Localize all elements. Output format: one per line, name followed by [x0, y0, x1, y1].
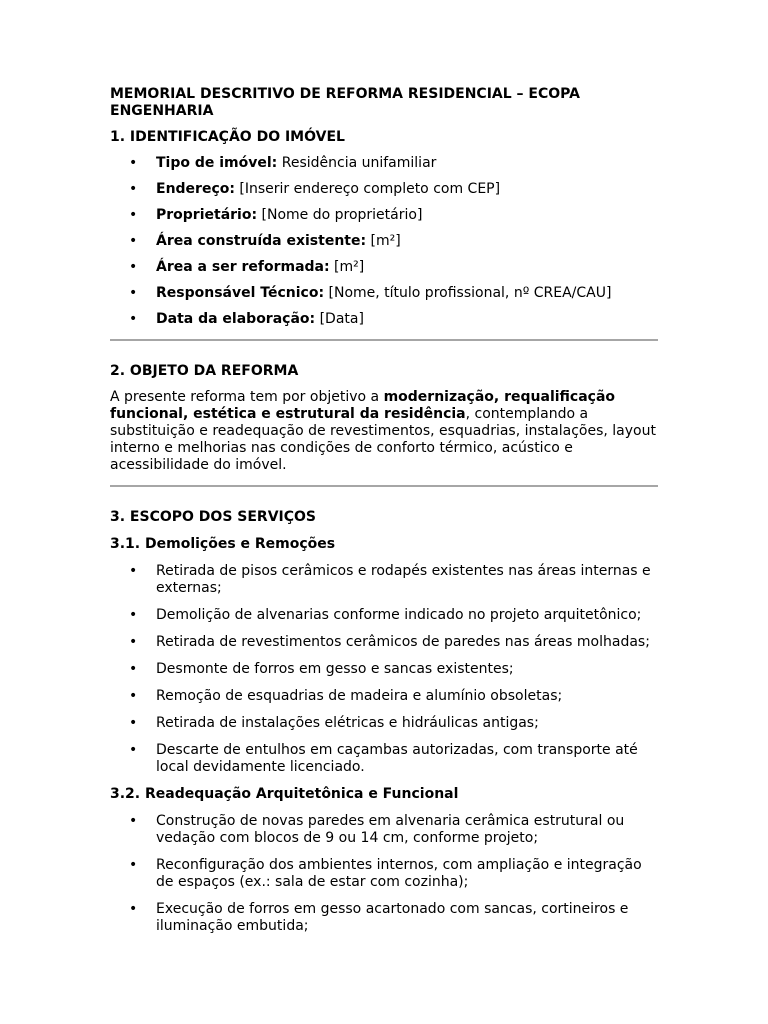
item-value: [Data] [315, 311, 364, 327]
list-item [110, 634, 658, 651]
bullet-icon: • [129, 563, 138, 579]
section-divider [110, 485, 658, 487]
item-text: Retirada de pisos cerâmicos e rodapés existentes nas áreas internas e externas; [156, 563, 651, 596]
section-2-heading: 2. OBJETO DA REFORMA [110, 363, 299, 379]
item-value: [Nome do proprietário] [257, 207, 423, 223]
list-item [110, 813, 658, 847]
bullet-icon: • [129, 233, 138, 249]
list-item [110, 661, 658, 678]
bullet-icon: • [129, 607, 138, 623]
list-item [110, 715, 658, 732]
list-item [110, 155, 658, 172]
bullet-icon: • [129, 634, 138, 650]
item-text: Retirada de revestimentos cerâmicos de paredes nas áreas molhadas; [156, 634, 650, 650]
bullet-icon: • [129, 155, 138, 171]
section-3-heading: 3. ESCOPO DOS SERVIÇOS [110, 509, 317, 525]
item-value: Residência unifamiliar [277, 155, 437, 171]
identification-list [110, 155, 658, 328]
bullet-icon: • [129, 181, 138, 197]
item-text: Execução de forros em gesso acartonado com sancas, cortineiros e iluminação embutida; [156, 901, 629, 934]
item-label: Data da elaboração: [156, 311, 316, 327]
list-item [110, 207, 658, 224]
list-item [110, 259, 658, 276]
item-text: Remoção de esquadrias de madeira e alumínio obsoletas; [156, 688, 563, 704]
paragraph-text: A presente reforma tem por objetivo a [110, 389, 384, 405]
item-value: [Inserir endereço completo com CEP] [234, 181, 501, 197]
item-label: Tipo de imóvel: [156, 155, 278, 171]
item-text: Retirada de instalações elétricas e hidráulicas antigas; [156, 715, 539, 731]
list-item [110, 742, 658, 776]
demolition-list [110, 563, 658, 776]
list-item [110, 688, 658, 705]
paragraph-text: , contemplando a substituição e readequação de revestimentos, esquadrias, instalações, layout interno e melhorias nas condições de conforto térmico, acústico e acessibilidade do imóvel. [110, 406, 656, 473]
bullet-icon: • [129, 285, 138, 301]
item-value: [Nome, título profissional, nº CREA/CAU] [324, 285, 612, 301]
document-content [110, 86, 658, 935]
list-item [110, 901, 658, 935]
item-text: Reconfiguração dos ambientes internos, com ampliação e integração de espaços (ex.: sala de estar com cozinha); [156, 857, 642, 890]
item-value: [m²] [329, 259, 365, 275]
bullet-icon: • [129, 742, 138, 758]
list-item [110, 607, 658, 624]
bullet-icon: • [129, 311, 138, 327]
list-item [110, 181, 658, 198]
document-title: MEMORIAL DESCRITIVO DE REFORMA RESIDENCIAL – ECOPA ENGENHARIA [110, 86, 580, 119]
item-value: [m²] [366, 233, 401, 249]
section-divider [110, 339, 658, 341]
list-item [110, 857, 658, 891]
list-item [110, 233, 658, 250]
bullet-icon: • [129, 715, 138, 731]
item-text: Demolição de alvenarias conforme indicado no projeto arquitetônico; [156, 607, 642, 623]
item-text: Construção de novas paredes em alvenaria cerâmica estrutural ou vedação com blocos de 9 ou 14 cm, conforme projeto; [156, 813, 625, 846]
item-label: Responsável Técnico: [156, 285, 325, 301]
bullet-icon: • [129, 259, 138, 275]
objective-paragraph [110, 389, 658, 474]
item-label: Área a ser reformada: [156, 259, 330, 275]
list-item [110, 563, 658, 597]
bullet-icon: • [129, 813, 138, 829]
section-1-heading: 1. IDENTIFICAÇÃO DO IMÓVEL [110, 129, 345, 145]
bullet-icon: • [129, 661, 138, 677]
bullet-icon: • [129, 207, 138, 223]
bullet-icon: • [129, 688, 138, 704]
readequation-list [110, 813, 658, 935]
item-text: Descarte de entulhos em caçambas autorizadas, com transporte até local devidamente licenciado. [156, 742, 638, 775]
bullet-icon: • [129, 901, 138, 917]
subsection-3-1-heading: 3.1. Demolições e Remoções [110, 536, 336, 552]
item-text: Desmonte de forros em gesso e sancas existentes; [156, 661, 514, 677]
subsection-3-2-heading: 3.2. Readequação Arquitetônica e Funcional [110, 786, 459, 802]
paragraph-emphasis: modernização, requalificação funcional, estética e estrutural da residência [110, 389, 616, 422]
list-item [110, 285, 658, 302]
list-item [110, 311, 658, 328]
item-label: Endereço: [156, 181, 235, 197]
item-label: Proprietário: [156, 207, 258, 223]
item-label: Área construída existente: [156, 233, 367, 249]
bullet-icon: • [129, 857, 138, 873]
